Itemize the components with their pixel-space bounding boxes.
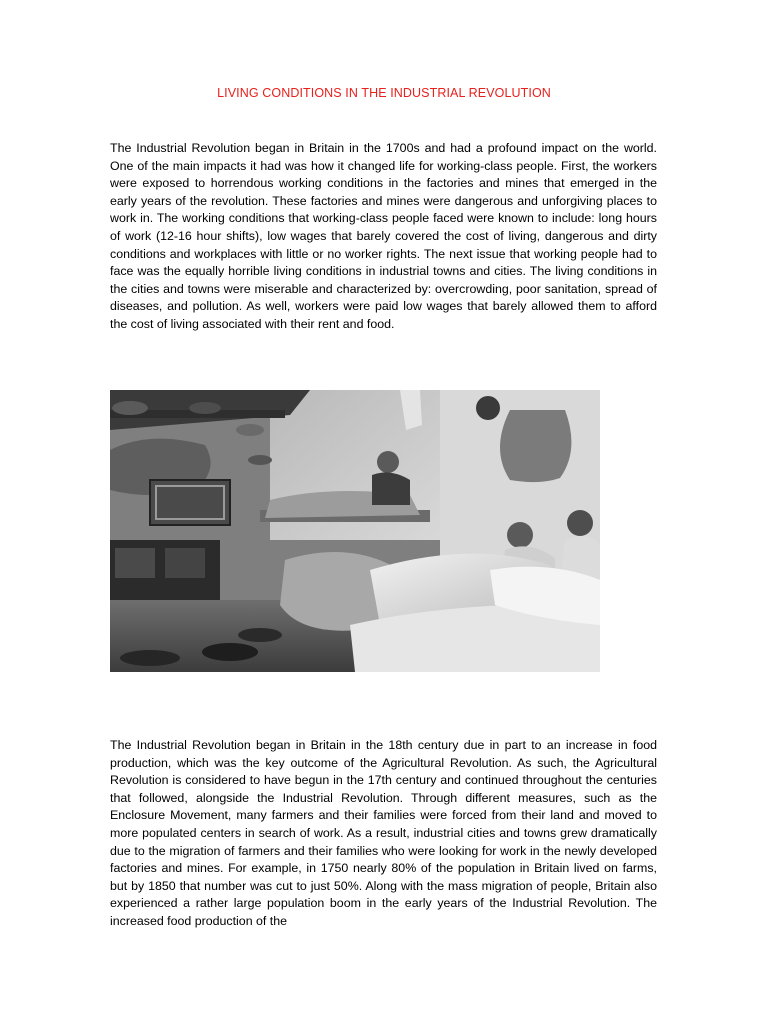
paragraph-origins: The Industrial Revolution began in Britain in the 18th century due in part to an increase in food production, which was the key outcome of the Agricultural Revolution. As such, the Agricultural Revolution is considered to have begun in the 17th century and continued throughout the centuries that followed, alongside the Industrial Revolution. Through different measures, such as the Enclosure Movement, many farmers and their families were forced from their land and moved to more populated centers in search of work. As a result, industrial cities and towns grew dramatically due to the migration of farmers and their families who were looking for work in the newly developed factories and mines. For example, in 1750 nearly 80% of the population in Britain lived on farms, but by 1850 that number was cut to just 50%. Along with the mass migration of people, Britain also experienced a rather large population boom in the early years of the Industrial Revolution. The increased food production of the bbox=[110, 738, 657, 928]
document-title: LIVING CONDITIONS IN THE INDUSTRIAL REVOLUTION bbox=[217, 86, 551, 100]
tenement-photo bbox=[110, 390, 600, 672]
paragraph-intro: The Industrial Revolution began in Britain in the 1700s and had a profound impact on the world. One of the main impacts it had was how it changed life for working-class people. First, the workers were exposed to horrendous working conditions in the factories and mines that emerged in the early years of the revolution. These factories and mines were dangerous and unforgiving places to work in. The working conditions that working-class people faced were known to include: long hours of work (12-16 hour shifts), low wages that barely covered the cost of living, dangerous and dirty conditions and workplaces with little or no worker rights. The next issue that working people had to face was the equally horrible living conditions in industrial towns and cities. The living conditions in the cities and towns were miserable and characterized by: overcrowding, poor sanitation, spread of diseases, and pollution. As well, workers were paid low wages that barely allowed them to afford the cost of living associated with their rent and food. bbox=[110, 141, 657, 331]
